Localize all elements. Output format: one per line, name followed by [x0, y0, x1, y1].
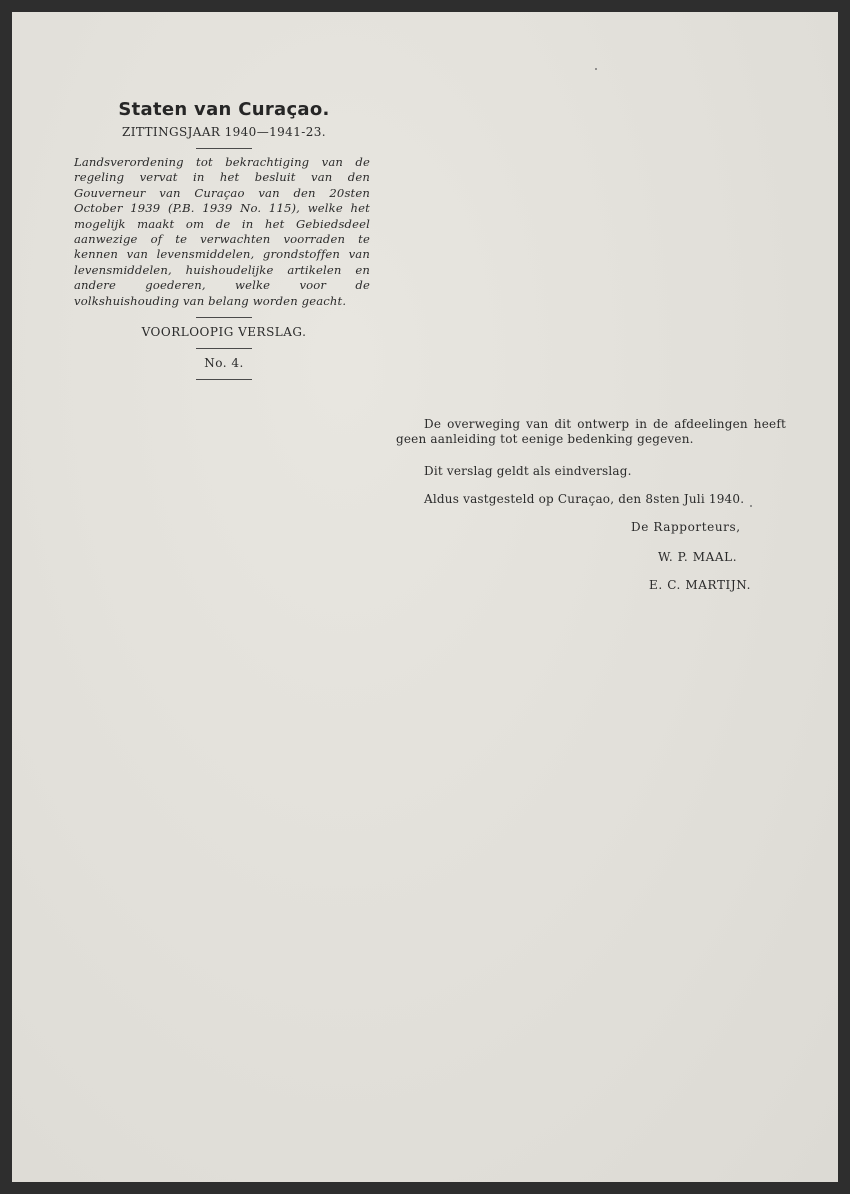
divider [196, 148, 252, 149]
signature-heading: De Rapporteurs, [631, 520, 741, 534]
body-paragraph: Aldus vastgesteld op Curaçao, den 8sten Juli 1940. [424, 492, 745, 506]
document-page [12, 12, 838, 1182]
header-column [74, 98, 374, 386]
divider [196, 317, 252, 318]
divider [196, 348, 252, 349]
signature-block [396, 520, 786, 593]
body-column [396, 417, 786, 593]
paper-speck [750, 505, 752, 507]
document-title: Staten van Curaçao. [118, 99, 330, 120]
divider [196, 379, 252, 380]
report-type: VOORLOOPIG VERSLAG. [141, 325, 307, 340]
subject-text: Landsverordening tot bekrachtiging van de regeling vervat in het besluit van den Gouverneur van Curaçao van den 20sten October 1939 (P.B. 1939 No. 115), welke het mogelijk maakt om de in het Gebiedsdeel aanwezige of te verwachten voorraden te kennen van levensmiddelen, grondstoffen van levensmiddelen, huishoudelijke artikelen en andere goederen, welke voor de volkshuishouding van belang worden geacht. [74, 155, 370, 308]
report-number: No. 4. [204, 356, 244, 371]
session-year: ZITTINGSJAAR 1940—1941-23. [122, 125, 326, 139]
body-paragraph: De overweging van dit ontwerp in de afdeelingen heeft geen aanleiding tot eenige bedenking gegeven. [396, 417, 786, 446]
body-paragraph: Dit verslag geldt als eindverslag. [424, 464, 632, 478]
signatory-name: E. C. MARTIJN. [649, 578, 752, 592]
paper-speck [595, 68, 597, 70]
signatory-name: W. P. MAAL. [658, 550, 738, 564]
